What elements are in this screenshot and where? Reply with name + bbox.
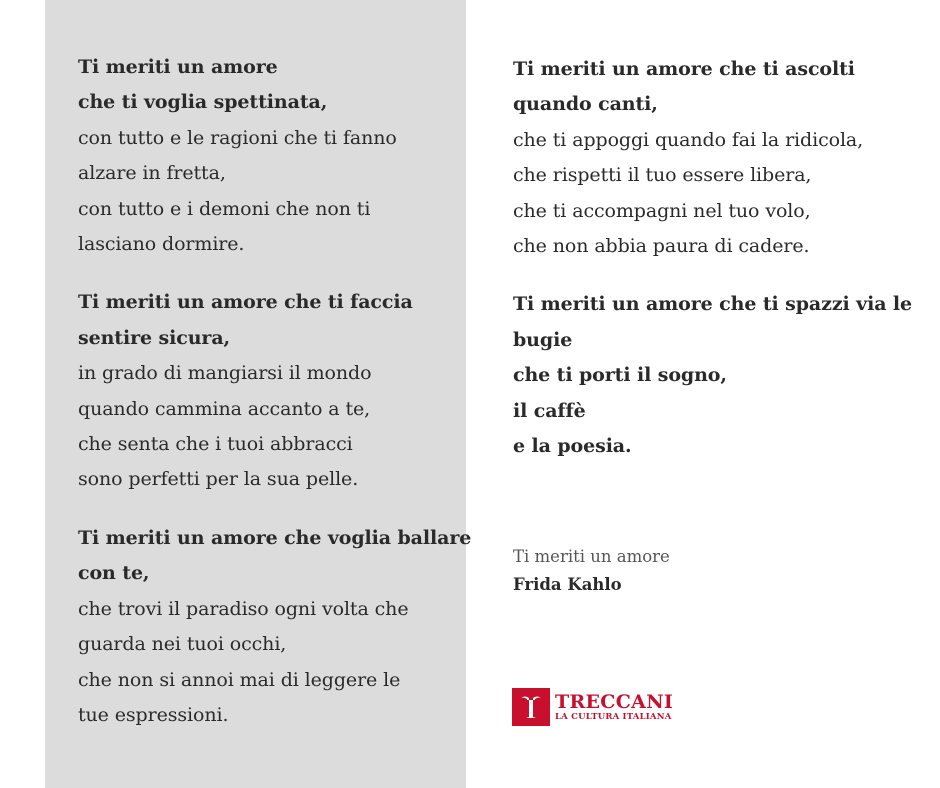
poem-line: il caffè (513, 399, 586, 422)
poem-line: che senta che i tuoi abbracci (78, 433, 353, 456)
poem-line: e la poesia. (513, 435, 632, 458)
logo-tagline: LA CULTURA ITALIANA (555, 711, 672, 722)
poem-line: che ti accompagni nel tuo volo, (513, 199, 811, 222)
stanza (78, 50, 453, 262)
logo-name: TRECCANI (555, 690, 674, 713)
poem-line: Ti meriti un amore (78, 56, 278, 78)
poem-credit (513, 543, 670, 599)
poem-line: lasciano dormire. (78, 233, 245, 256)
stanza (78, 521, 472, 733)
poem-line: che non si annoi mai di leggere le (78, 668, 401, 691)
poem-line: con tutto e i demoni che non ti (78, 197, 371, 220)
poem-author: Frida Kahlo (513, 575, 622, 594)
poem-left-column (78, 50, 472, 756)
poem-line: che ti porti il sogno, (513, 364, 727, 387)
treccani-logo (512, 688, 673, 726)
poem-right-column (513, 52, 913, 487)
poem-line: sentire sicura, (78, 326, 231, 349)
poem-title: Ti meriti un amore (513, 547, 670, 566)
poem-line: Ti meriti un amore che ti spazzi via le (513, 293, 913, 316)
poem-line: con te, (78, 562, 150, 585)
poem-line: Ti meriti un amore che ti faccia (78, 291, 413, 314)
stanza (513, 287, 913, 464)
poem-line: in grado di mangiarsi il mondo (78, 362, 372, 385)
poem-line: guarda nei tuoi occhi, (78, 633, 287, 656)
treccani-t-icon (512, 688, 550, 726)
stanza (513, 52, 913, 264)
poem-line: Ti meriti un amore che ti ascolti (513, 58, 855, 80)
poem-line: tue espressioni. (78, 703, 229, 726)
poem-line: che trovi il paradiso ogni volta che (78, 597, 409, 620)
poem-line: quando canti, (513, 93, 658, 116)
stanza (78, 285, 453, 497)
poem-line: che non abbia paura di cadere. (513, 235, 810, 258)
poem-line: quando cammina accanto a te, (78, 397, 371, 420)
poem-line: che ti appoggi quando fai la ridicola, (513, 128, 864, 151)
poem-line: che rispetti il tuo essere libera, (513, 164, 812, 187)
poem-line: con tutto e le ragioni che ti fanno (78, 126, 397, 149)
poem-line: sono perfetti per la sua pelle. (78, 468, 359, 491)
poem-line: alzare in fretta, (78, 162, 226, 185)
poem-line: bugie (513, 328, 573, 351)
poem-line: Ti meriti un amore che voglia ballare (78, 526, 472, 549)
poem-line: che ti voglia spettinata, (78, 91, 328, 114)
